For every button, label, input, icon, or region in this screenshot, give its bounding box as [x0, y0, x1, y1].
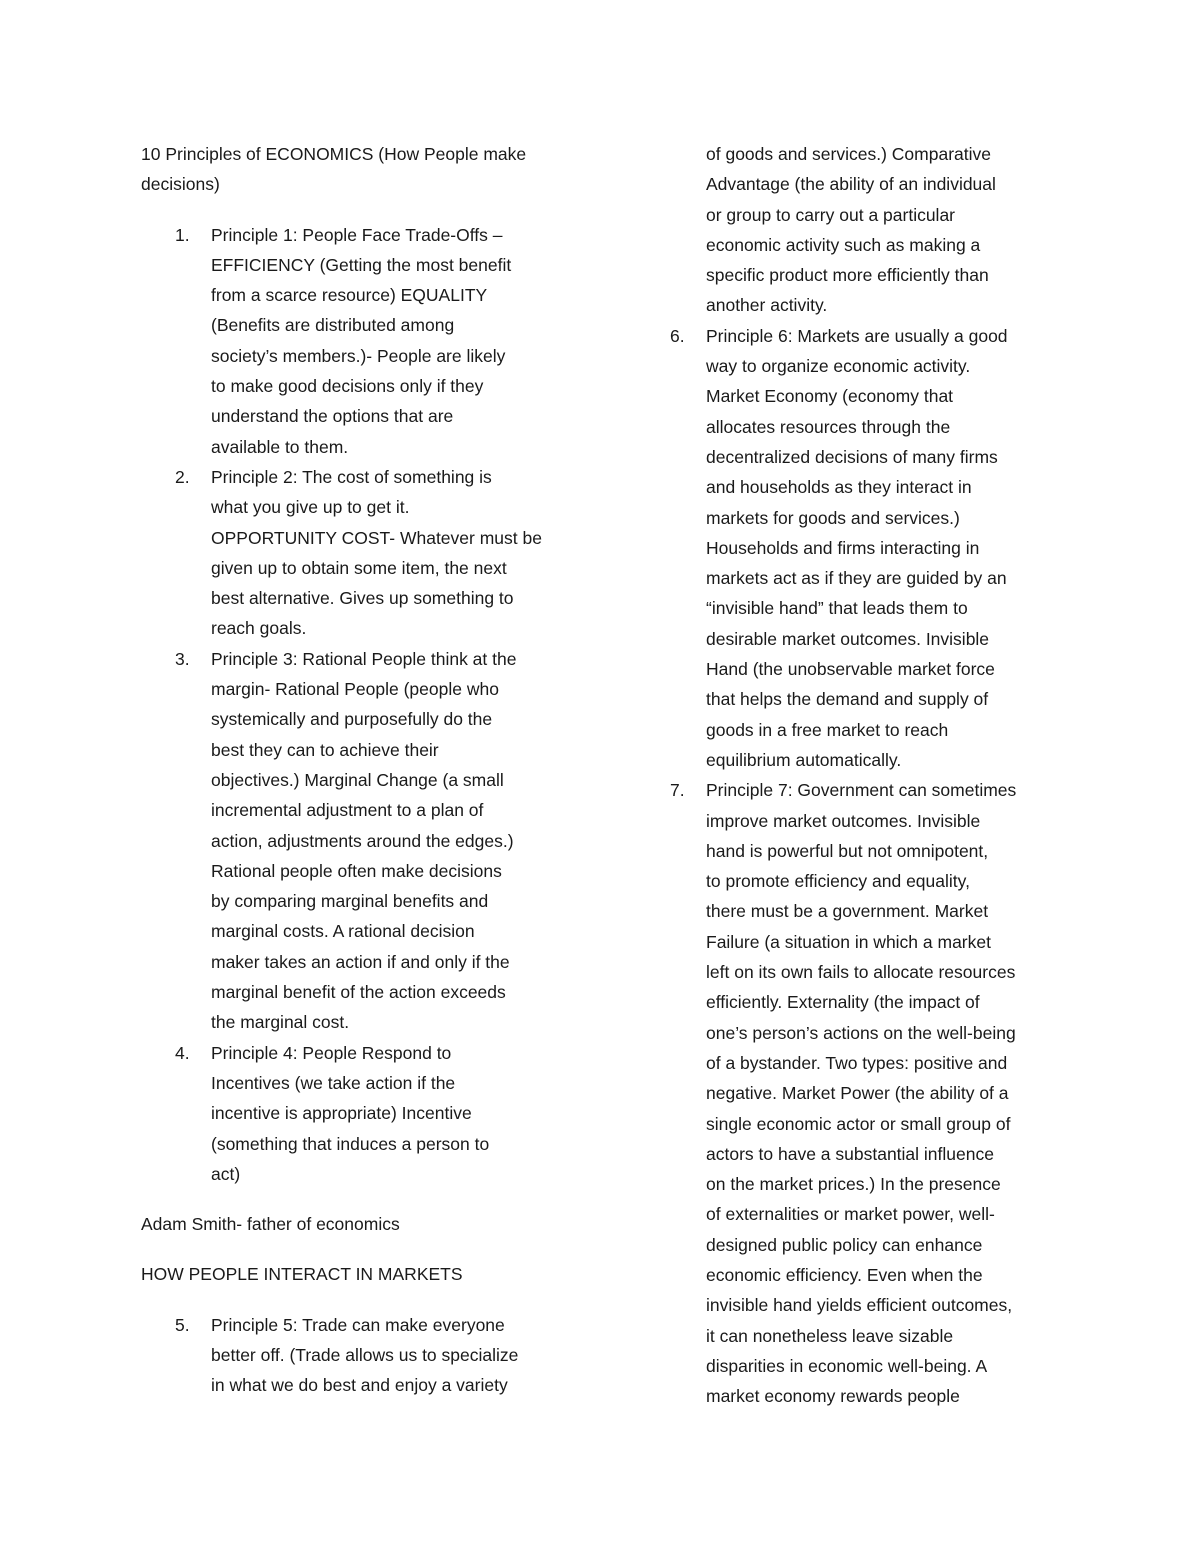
left-column	[141, 139, 581, 1401]
adam-smith-note: Adam Smith- father of economics	[141, 1214, 400, 1235]
principle-7-item: 7. Principle 7: Government can sometimes improve market outcomes. Invisible hand is powerful but not omnipotent, to promote efficiency and equality, there must be a government. Market Failure (a situation in which a market left on its own fails to allocate resources efficiently. Externality (the impact of one’s person’s actions on the well-being of a bystander. Two types: positive and negative. Market Power (the ability of a single economic actor or small group of actors to have a substantial influence on the market prices.) In the presence of externalities or market power, well- designed public policy can enhance economic efficiency. Even when the invisible hand yields efficient outcomes, it can nonetheless leave sizable disparities in economic well-being. A market economy rewards people	[670, 775, 1070, 1411]
principle-5-item: 5. Principle 5: Trade can make everyone better off. (Trade allows us to specialize in what we do best and enjoy a variety	[141, 1310, 581, 1401]
list-number: 6.	[670, 325, 685, 346]
right-column	[670, 139, 1070, 1411]
section-heading: HOW PEOPLE INTERACT IN MARKETS	[141, 1264, 463, 1285]
principle-4-item: 4. Principle 4: People Respond to Incentives (we take action if the incentive is appropriate) Incentive (something that induces a person to act)	[141, 1038, 581, 1189]
list-number: 5.	[175, 1314, 190, 1335]
document-heading: 10 Principles of ECONOMICS (How People make decisions)	[141, 144, 527, 195]
principle-2-item: 2. Principle 2: The cost of something is what you give up to get it. OPPORTUNITY COST- Whatever must be given up to obtain some item, the next best alternative. Gives up something to reach goals.	[141, 462, 581, 644]
list-number: 1.	[175, 224, 190, 245]
list-number: 3.	[175, 648, 190, 669]
principle-1-item: 1. Principle 1: People Face Trade-Offs – EFFICIENCY (Getting the most benefit from a scarce resource) EQUALITY (Benefits are distributed among society’s members.)- People are likely to make good decisions only if they understand the options that are available to them.	[141, 220, 581, 462]
list-number: 7.	[670, 780, 685, 801]
list-number: 4.	[175, 1042, 190, 1063]
principle-5-continued: of goods and services.) Comparative Advantage (the ability of an individual or group to carry out a particular economic activity such as making a specific product more efficiently than another activity.	[706, 144, 996, 316]
list-number: 2.	[175, 466, 190, 487]
principle-6-item: 6. Principle 6: Markets are usually a good way to organize economic activity. Market Economy (economy that allocates resources through the decentralized decisions of many firms and households as they interact in markets for goods and services.) Households and firms interacting in markets act as if they are guided by an “invisible hand” that leads them to desirable market outcomes. Invisible Hand (the unobservable market force that helps the demand and supply of goods in a free market to reach equilibrium automatically.	[670, 321, 1070, 775]
principle-3-item: 3. Principle 3: Rational People think at the margin- Rational People (people who systemically and purposefully do the best they can to achieve their objectives.) Marginal Change (a small incremental adjustment to a plan of action, adjustments around the edges.) Rational people often make decisions by comparing marginal benefits and marginal costs. A rational decision maker takes an action if and only if the marginal benefit of the action exceeds the marginal cost.	[141, 644, 581, 1038]
